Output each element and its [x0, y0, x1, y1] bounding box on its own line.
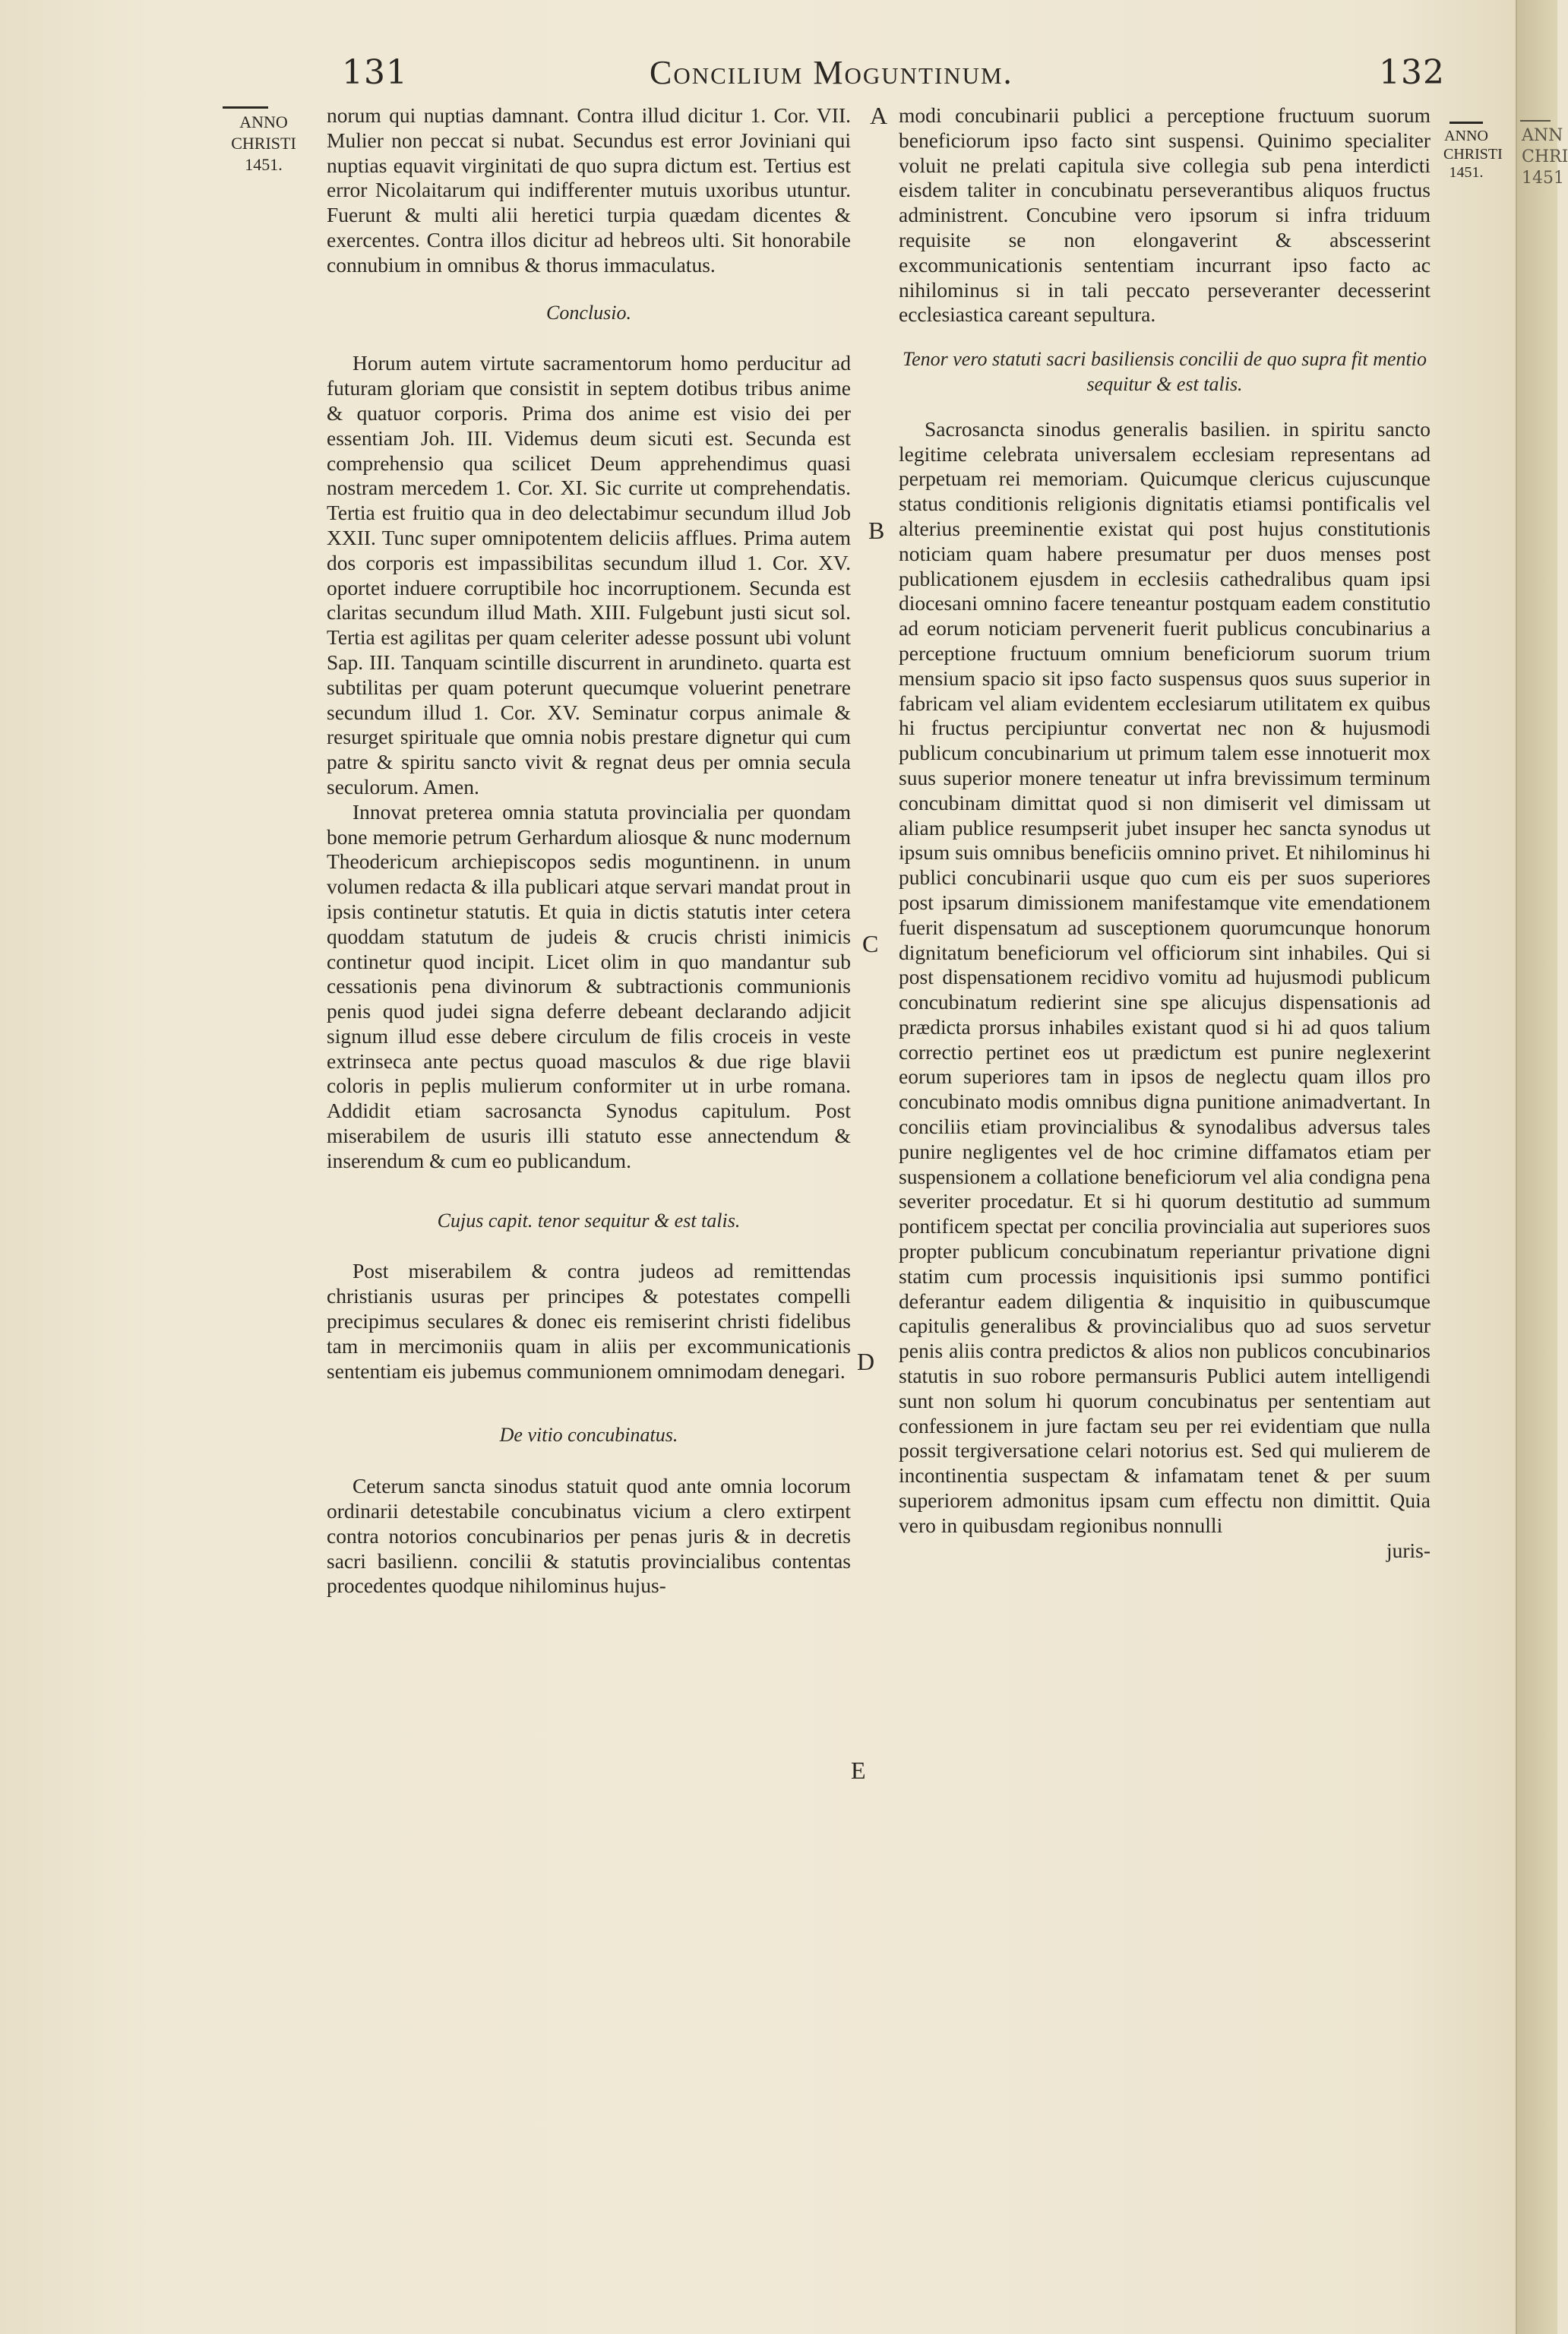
- paragraph: Post miserabilem & contra judeos ad remittendas christianis usuras per principes & potestates compelli precipimus seculares & donec eis remiserint christi fidelibus tam in mercimoniis quam in aliis per excommunicationis sententiam eis jubemus communionem omnimodam denegari.: [327, 1259, 851, 1383]
- margin-anno: ANNO: [239, 112, 288, 131]
- next-page-edge: [1516, 0, 1568, 2334]
- paragraph: norum qui nuptias damnant. Contra illud dicitur 1. Cor. VII. Mulier non peccat si nubat. Secundus est error Joviniani qui nuptias equavit virginitati de quo supra dictum est. Tertius est error Nicolaitarum qui indifferenter mutuis uxoribus utuntur. Fuerunt & multi alii heretici turpia quædam dicentes & exercentes. Contra illos dicitur ad hebreos ulti. Sit honorabile connubium in omnibus & thorus immaculatus.: [327, 103, 851, 277]
- section-letter-d: D: [857, 1348, 875, 1375]
- section-heading: Tenor vero statuti sacri basiliensis concilii de quo supra fit mentio sequitur & est talis.: [903, 348, 1427, 395]
- paragraph: Sacrosancta sinodus generalis basilien. in spiritu sancto legitime celebrata universalem ecclesiam representans ad perpetuam rei memoriam. Quicumque clericus cujuscunque status conditionis religionis dignitatis etiamsi pontificalis vel alterius preeminentie existat qui post hujus constitutionis noticiam quam habere presumatur per duos menses post publicationem ejusdem in ecclesiis cathedralibus quam ipsi diocesani omnino facere teneantur postquam eadem constitutio ad eorum noticiam pervenerit fuerit publicus concubinarius a perceptione fructuum omnium beneficiorum suorum trium mensium spacio sit ipso facto suspensus quos suus superior in fabricam vel aliam evidentem ecclesiarum utilitatem ex quibus hi fructus percipiuntur convertat nec non & hujusmodi publicum concubinarium ut primum talem esse innotuerit mox suus superior monere teneatur ut infra brevissimum terminum concubinam dimittat quod si non dimiserit vel dimissam ut aliam publice resumpserit jubet insuper hec sancta synodus ut ipsum suis omnibus beneficiis omnino privet. Et nihilominus hi publici concubinarii usque quo cum eis per suos superiores post ipsarum dimissionem manifestamque vite emendationem fuerit dispensatum ad susceptionem quorumcunque honorum dignitatum beneficiorum vel officiorum sint inhabiles. Qui si post dispensationem recidivo vomitu ad hujusmodi publicum concubinatum redierint sine spe alicujus dispensationis ad prædicta prorsus inhabiles existant quod si hi ad quos talium correctio pertinet eos ut prædictum est punire neglexerint eorum superiores tam in ipsos de neglectu quam illos pro concubinato modis omnibus digna punitione animadvertant. In conciliis etiam provincialibus & synodalibus adversus tales punire negligentes vel de hoc crimine diffamatos etiam per suspensionem a collatione beneficiorum vel alia condigna pena severiter procedatur. Et si hi quorum destitutio ad summum pontificem spectat per concilia provincialia aut superiores suos propter publicum concubinatum reperiantur privatione digni statim cum processis inquisitionis ipsi summo pontifici deferantur eadem diligentia & inquisitio in quibuscumque capitulis generalibus & provincialibus quo ad suos servetur penis aliis contra predictos & alios non publicos concubinarios statutis in suo robore permansuris Publici autem intelligendi sunt non solum hi quorum concubinatus per sententiam aut confessionem in jure factam seu per rei evidentiam que nulla possit tergiversatione celari notorius est. Sed qui mulierem de incontinentia suspectam & infamatam tenet & per suum superiorem admonitus ipsam cum effectu non dimittit. Quia vero in quibusdam regionibus nonnulli: [899, 416, 1430, 1537]
- margin-christi: CHRISTI: [231, 134, 296, 153]
- paragraph: Horum autem virtute sacramentorum homo perducitur ad futuram gloriam que consistit in septem dotibus tribus anime & quatuor corporis. Prima dos anime est visio dei per essentiam Joh. III. Videmus deum sicuti est. Secunda est comprehensio qua scilicet Deum apprehendimus quasi nostram mercedem 1. Cor. XI. Sic currite ut comprehendatis. Tertia est fruitio qua in deo delectabimur secundum illud Job XXII. Tunc super omnipotentem deliciis afflues. Prima autem dos corporis est impassibilitas secundum illud 1. Cor. XV. oportet induere corruptibile hoc incorruptionem. Secunda est claritas secundum illud Math. XIII. Fulgebunt justi sicut sol. Tertia est agilitas per quam celeriter adesse possunt ubi volunt Sap. III. Tanquam scintille discurrent in arundineto. quarta est subtilitas per quam poterunt quecumque voluerint penetrare secundum illud 1. Cor. XV. Seminatur corpus animale & resurget spirituale que omnia nobis prestare dignetur qui cum patre & spiritu sancto vivit & regnat deus per omnia secula seculorum. Amen.: [327, 351, 851, 799]
- margin-note-year-left: [215, 106, 312, 176]
- paragraph: Ceterum sancta sinodus statuit quod ante omnia locorum ordinarii detestabile concubinatus vicium a clero extirpent contra notorios concubinarios per penas juris & in decretis sacri basilienn. concilii & statutis provincialibus contentas procedentes quodque nihilominus hujus-: [327, 1474, 851, 1598]
- section-heading: De vitio concubinatus.: [499, 1424, 678, 1447]
- margin-rule: [1449, 122, 1483, 124]
- next-page-margin-note: ANN CHRI 1451: [1522, 126, 1568, 188]
- section-heading: Conclusio.: [546, 301, 631, 324]
- catchword: juris-: [1386, 1538, 1430, 1562]
- page-number-left: 131: [342, 53, 408, 92]
- margin-christi: CHRISTI: [1443, 146, 1503, 163]
- margin-year: 1451.: [1449, 164, 1484, 181]
- section-letter-b: B: [868, 517, 885, 544]
- section-letter-a: A: [870, 102, 888, 129]
- running-title: Concilium Moguntinum.: [650, 54, 1013, 91]
- section-heading: Cujus capit. tenor sequitur & est talis.: [437, 1209, 741, 1232]
- running-header: [0, 53, 1519, 106]
- margin-anno: ANNO: [1444, 128, 1488, 144]
- section-letter-c: C: [862, 930, 879, 957]
- paragraph: Innovat preterea omnia statuta provincialia per quondam bone memorie petrum Gerhardum aliosque & nunc modernum Theodericum archiepiscopos sedis moguntinenn. in unum volumen redacta & illa publicari atque servari mandat prout in ipsis continetur statutis. Et quia in dictis statutis inter cetera quoddam statutum de judeis & crucis christi inimicis continetur quod incipit. Licet olim in quo mandantur sub cessationis pena divinorum & subtractionis communionis penis quod judei signa deferre debeant declarando adjicit signum illud esse debere circulum de filis croceis in veste extrinseca ante pectus quoad masculos & due rige blavii coloris in peplis mulierum conformiter ut in urbe romana. Addidit etiam sacrosancta Synodus capitulum. Post miserabilem de usuris illi statuto esse annectendum & inserendum & cum eo publicandum.: [327, 799, 851, 1172]
- section-letter-e: E: [851, 1757, 866, 1784]
- margin-rule: [223, 106, 268, 109]
- right-column: [899, 103, 1430, 1563]
- left-column: [327, 103, 851, 1599]
- paragraph: modi concubinarii publici a perceptione fructuum suorum beneficiorum ipso facto sint suspensi. Quinimo specialiter voluit ne prelati capitula sive collegia sub pena interdicti eisdem taliter in concubinatu perseverantibus aliquos fructus administrent. Concubine vero ipsorum si infra triduum requisite se non elongaverint & abscesserint excommunicationis sententiam incurrant ipso facto ac nihilominus si in tali peccato perseveranter decesserint ecclesiastica careant sepultura.: [899, 103, 1430, 327]
- margin-note-year-right: [1443, 122, 1503, 182]
- page-number-right: 132: [1379, 53, 1445, 92]
- margin-rule: [1520, 120, 1551, 122]
- margin-year: 1451.: [245, 155, 283, 174]
